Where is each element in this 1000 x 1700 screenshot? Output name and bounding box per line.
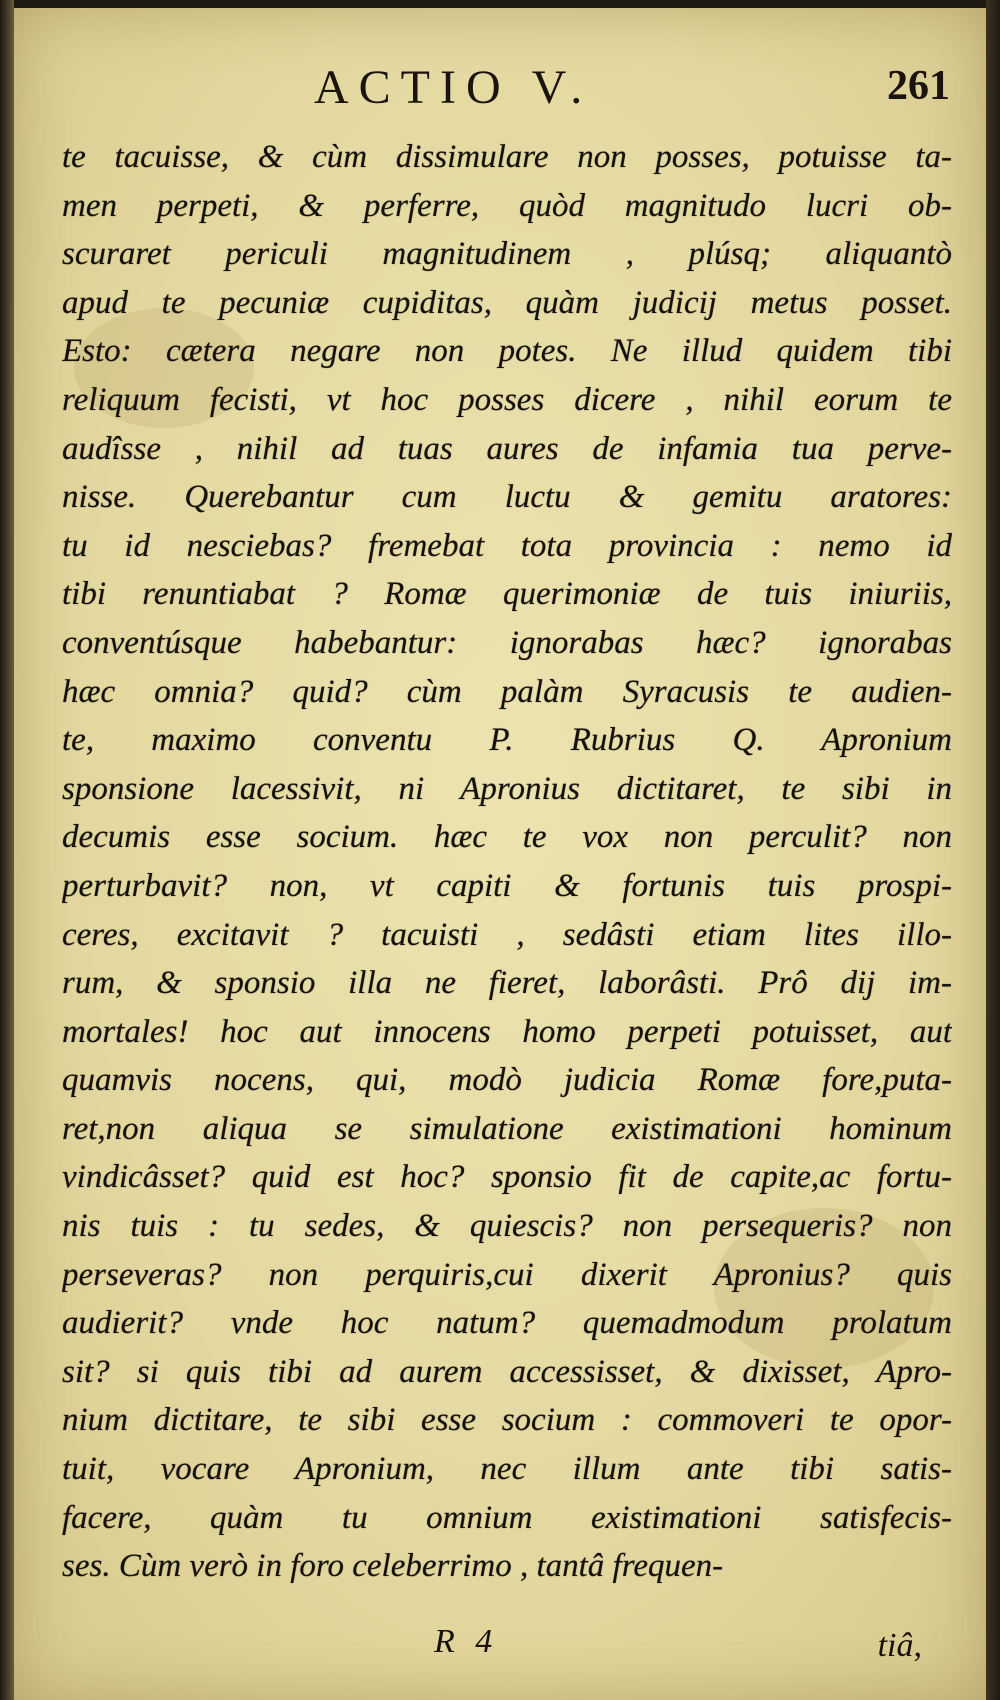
scan-right-edge [986, 0, 1000, 1700]
text-line: hæc omnia? quid? cùm palàm Syracusis te audien- [62, 673, 952, 710]
text-line: ses. Cùm verò in foro celeberrimo , tantâ frequen- [62, 1548, 724, 1585]
page-number: 261 [887, 63, 950, 109]
text-line: te tacuisse, & cùm dissimulare non posses, potuisse ta- [62, 139, 952, 175]
text-line: tibi renuntiabat ? Romæ querimoniæ de tuis iniuriis, [62, 576, 952, 613]
text-line: facere, quàm tu omnium existimationi satisfecis- [62, 1499, 952, 1536]
signature-mark: R 4 [434, 1623, 499, 1660]
running-head: ACTIO V. [314, 61, 593, 114]
text-line: tuit, vocare Apronium, nec illum ante tibi satis- [62, 1451, 952, 1488]
text-line: rum, & sponsio illa ne fieret, laborâsti. Prô dij im- [62, 965, 952, 1002]
body-text [62, 133, 952, 1591]
text-line: men perpeti, & perferre, quòd magnitudo lucri ob- [62, 187, 952, 224]
text-line: scuraret periculi magnitudinem , plúsq; aliquantò [62, 236, 952, 273]
text-line: perturbavit? non, vt capiti & fortunis tuis prospi- [62, 867, 952, 904]
text-line: audîsse , nihil ad tuas aures de infamia tua perve- [62, 430, 952, 467]
scan-left-edge [0, 0, 14, 1700]
text-line: te, maximo conventu P. Rubrius Q. Apronium [62, 722, 952, 759]
text-line: ret,non aliqua se simulatione existimationi hominum [62, 1110, 952, 1147]
text-line: sponsione lacessivit, ni Apronius dictitaret, te sibi in [62, 770, 952, 807]
text-line: conventúsque habebantur: ignorabas hæc? ignorabas [62, 624, 952, 661]
text-line: perseveras? non perquiris,cui dixerit Apronius? quis [62, 1256, 952, 1293]
text-line: Esto: cætera negare non potes. Ne illud quidem tibi [62, 333, 952, 370]
text-line: nis tuis : tu sedes, & quiescis? non persequeris? non [62, 1208, 952, 1245]
catchword: tiâ, [877, 1627, 922, 1664]
page-footer [14, 1623, 986, 1683]
book-page [14, 8, 986, 1700]
text-line: decumis esse socium. hæc te vox non perculit? non [62, 819, 952, 856]
page-header [14, 60, 986, 120]
text-line: sit? si quis tibi ad aurem accessisset, & dixisset, Apro- [62, 1353, 952, 1390]
text-line: mortales! hoc aut innocens homo perpeti potuisset, aut [62, 1013, 952, 1050]
scan-top-edge [0, 0, 1000, 8]
text-line: audierit? vnde hoc natum? quemadmodum prolatum [62, 1305, 952, 1342]
text-line: apud te pecuniæ cupiditas, quàm judicij metus posset. [62, 284, 952, 321]
text-line: tu id nesciebas? fremebat tota provincia : nemo id [62, 527, 952, 564]
text-line: reliquum fecisti, vt hoc posses dicere , nihil eorum te [62, 381, 952, 418]
text-line: ceres, excitavit ? tacuisti , sedâsti etiam lites illo- [62, 916, 952, 953]
text-line: vindicâsset? quid est hoc? sponsio fit de capite,ac fortu- [62, 1159, 952, 1196]
text-line: nisse. Querebantur cum luctu & gemitu aratores: [62, 479, 952, 516]
text-line: nium dictitare, te sibi esse socium : commoveri te opor- [62, 1402, 952, 1439]
text-line: quamvis nocens, qui, modò judicia Romæ fore,puta- [62, 1062, 952, 1099]
